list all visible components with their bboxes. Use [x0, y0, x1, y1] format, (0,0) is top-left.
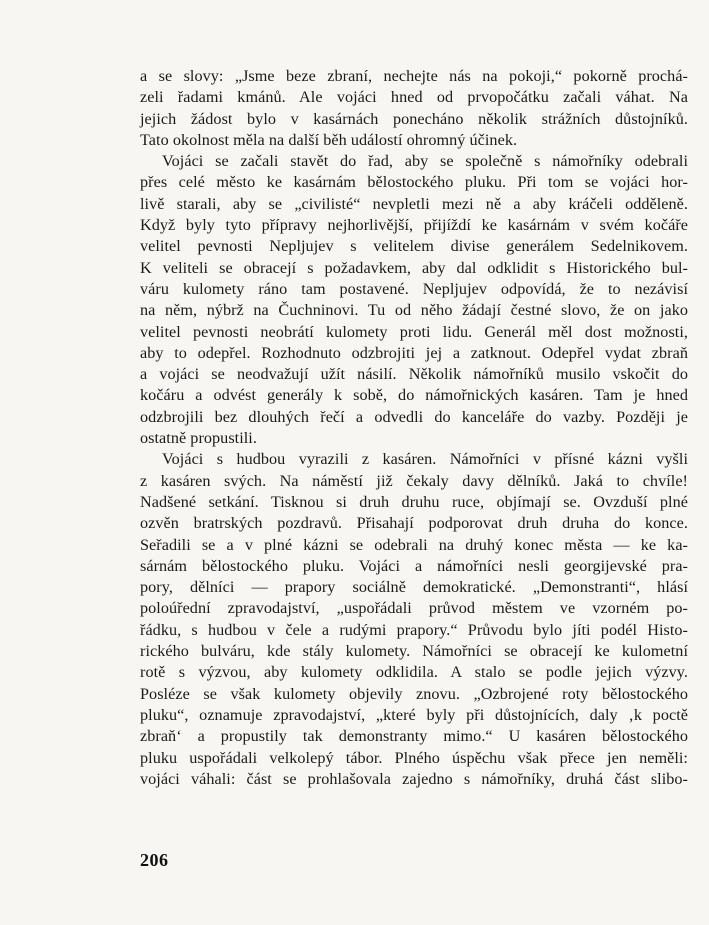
text-line: Vojáci se začali stavět do řad, aby se společně s námořníky odebrali	[162, 152, 688, 171]
text-line: řádku, s hudbou v čele a rudými prapory.“ Průvodu bylo jíti podél Histo-	[140, 620, 688, 639]
page-number: 206	[140, 850, 169, 870]
text-line: sárnám bělostockého pluku. Vojáci a námořníci nesli georgijevské pra-	[140, 556, 688, 575]
text-line: Když byly tyto přípravy nejhorlivější, přijíždí ke kasárnám v svém kočáře	[140, 216, 688, 235]
text-line: aby to odepřel. Rozhodnuto odzbrojiti jej a zatknout. Odepřel vydat zbraň	[140, 343, 688, 362]
text-line: vojáci váhali: část se prohlašovala zajedno s námořníky, druhá část slibo-	[140, 769, 688, 788]
text-line: livě starali, aby se „civilisté“ nevpletli mezi ně a aby kráčeli odděleně.	[140, 194, 688, 213]
text-line: poloúřední zpravodajství, „uspořádali průvod městem ve vzorném po-	[140, 599, 688, 618]
text-line: kočáru a odvést generály k sobě, do námořnických kasáren. Tam je hned	[140, 386, 688, 405]
text-line: ostatně propustili.	[140, 429, 257, 448]
text-line: pluku uspořádali velkolepý tábor. Plného úspěchu však přece jen neměli:	[140, 748, 688, 767]
text-line: rického bulváru, kde stály kulomety. Námořníci se obracejí ke kulometní	[140, 642, 688, 661]
text-line: rotě s výzvou, aby kulomety odklidila. A stalo se podle jejich výzvy.	[140, 663, 688, 682]
text-line: a se slovy: „Jsme beze zbraní, nechejte nás na pokoji,“ pokorně prochá-	[140, 67, 688, 85]
text-line: a vojáci se neodvažují užít násilí. Několik námořníků musilo vskočit do	[140, 365, 688, 384]
text-line: ozvěn bratrských pozdravů. Přisahají podporovat druh druha do konce.	[140, 514, 688, 533]
text-line: Posléze se však kulomety objevily znovu. „Ozbrojené roty bělostockého	[140, 684, 688, 703]
text-line: pory, dělníci — prapory sociálně demokratické. „Demonstranti“, hlásí	[140, 578, 688, 597]
text-line: z kasáren svých. Na náměstí již čekaly davy dělníků. Jaká to chvíle!	[140, 471, 688, 490]
text-line: pluku“, oznamuje zpravodajství, „které byly při důstojnících, daly ‚k poctě	[140, 705, 688, 724]
text-line: Tato okolnost měla na další běh událostí ohromný účinek.	[140, 130, 518, 149]
text-line: odzbrojili bez dlouhých řečí a odvedli do kanceláře do vazby. Později je	[140, 407, 688, 426]
text-line: přes celé město ke kasárnám bělostockého pluku. Při tom se vojáci hor-	[140, 173, 688, 192]
text-line: zeli řadami kmánů. Ale vojáci hned od prvopočátku začali váhat. Na	[140, 88, 688, 107]
text-line: K veliteli se obracejí s požadavkem, aby dal odklidit s Historického bul-	[140, 258, 688, 277]
text-line: jejich žádost bylo v kasárnách ponecháno několik strážních důstojníků.	[140, 109, 688, 128]
body-text	[140, 66, 688, 790]
text-line: Vojáci s hudbou vyrazili z kasáren. Námořníci v přísné kázni vyšli	[162, 450, 688, 469]
text-line: Nadšené setkání. Tisknou si druh druhu ruce, objímají se. Ovzduší plné	[140, 492, 688, 511]
text-line: Seřadili se a v plné kázni se odebrali na druhý konec města — ke ka-	[140, 535, 688, 554]
text-line: velitel pevnosti Nepljujev s velitelem divise generálem Sedelnikovem.	[140, 237, 688, 256]
text-line: na něm, nýbrž na Čuchninovi. Tu od něho žádají čestné slovo, že on jako	[140, 301, 688, 320]
text-line: velitel pevnosti neobrátí kulomety proti lidu. Generál měl dost možnosti,	[140, 322, 688, 341]
text-line: váru kulomety ráno tam postavené. Nepljujev odpovídá, že to nezávisí	[140, 279, 688, 298]
text-line: zbraň‘ a propustily tak demonstranty mimo.“ U kasáren bělostockého	[140, 727, 688, 746]
